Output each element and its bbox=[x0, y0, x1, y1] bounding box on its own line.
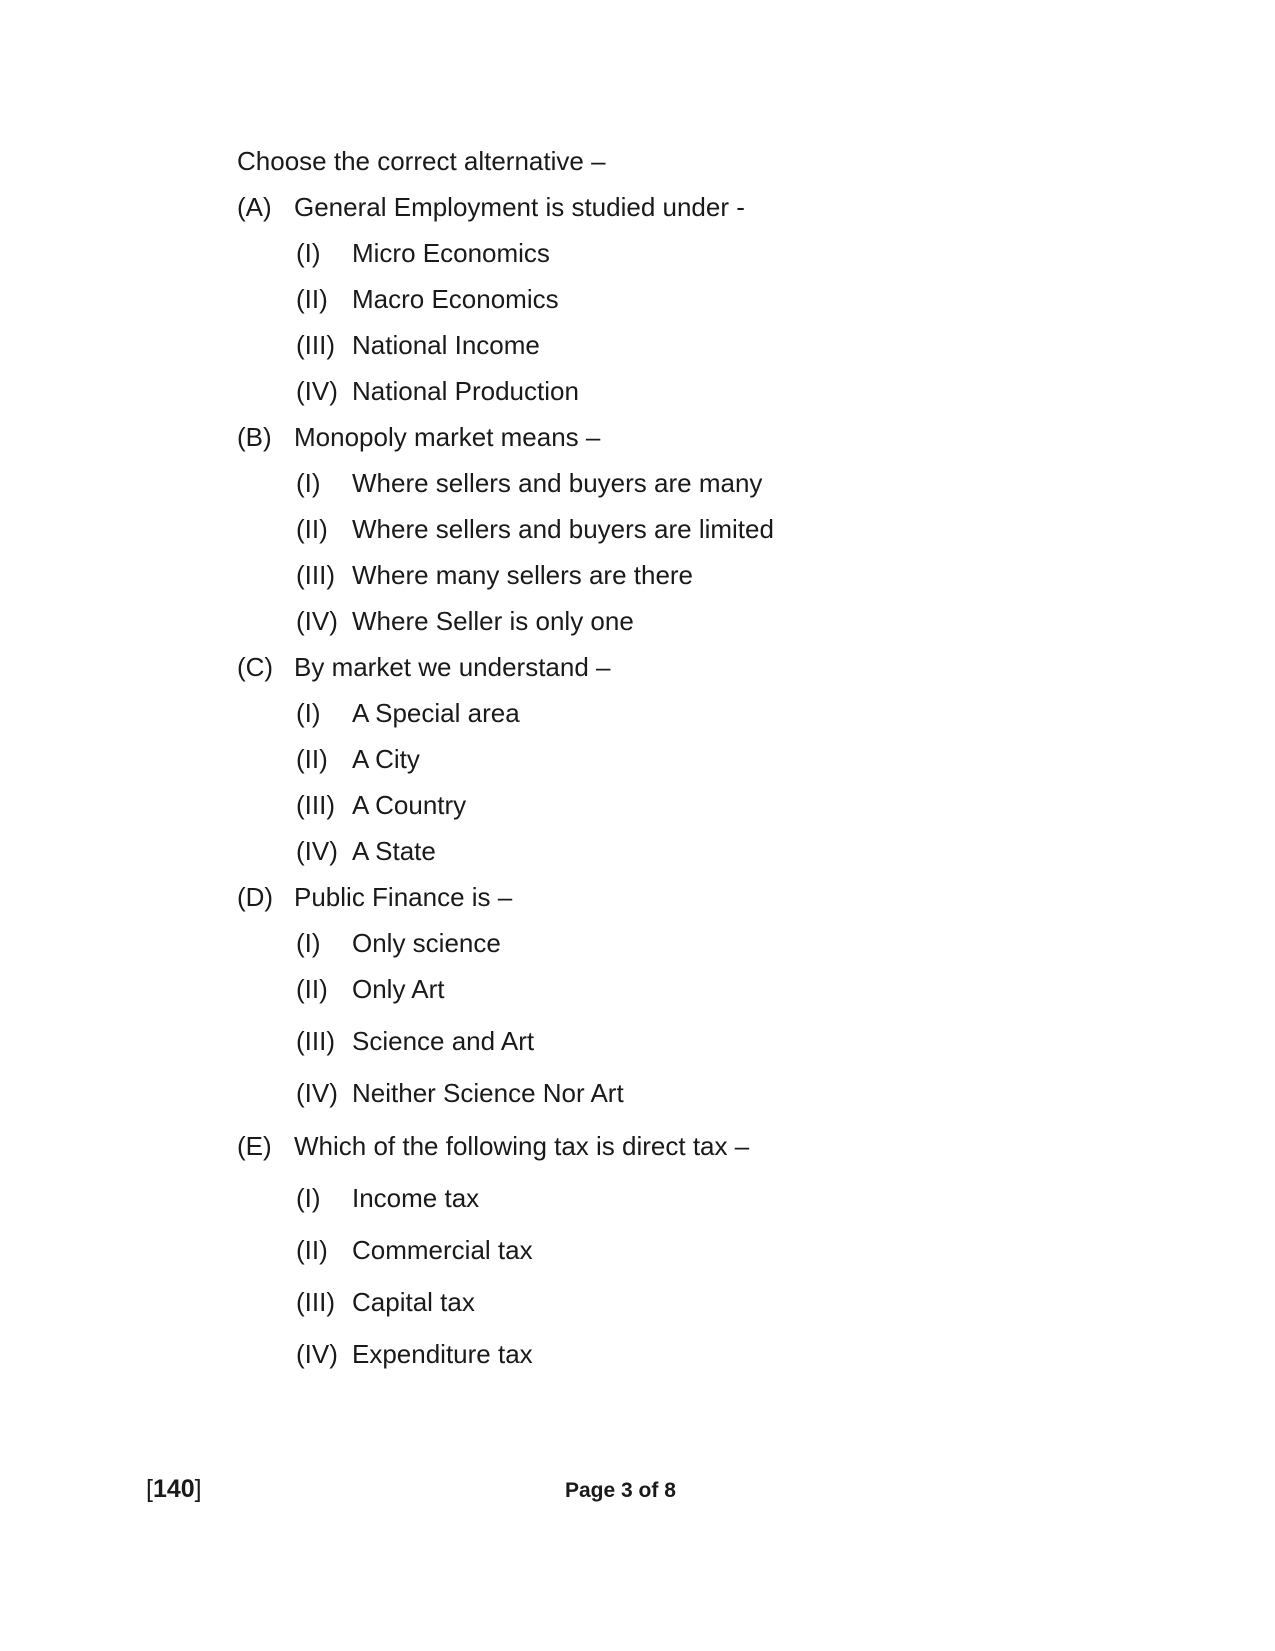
question-text: Which of the following tax is direct tax – bbox=[294, 1131, 750, 1161]
question-label: (B) bbox=[237, 422, 272, 452]
option-text: Where Seller is only one bbox=[352, 606, 634, 636]
option-label: (I) bbox=[296, 1183, 321, 1213]
option-text: Neither Science Nor Art bbox=[352, 1078, 624, 1108]
option-text: Expenditure tax bbox=[352, 1339, 533, 1369]
question-label: (E) bbox=[237, 1131, 272, 1161]
option-text: National Income bbox=[352, 330, 540, 360]
option-label: (II) bbox=[296, 514, 328, 544]
question-text: Monopoly market means – bbox=[294, 422, 601, 452]
option-text: Where many sellers are there bbox=[352, 560, 694, 590]
option-text: Capital tax bbox=[352, 1287, 475, 1317]
question-label: (A) bbox=[237, 192, 272, 222]
option-label: (IV) bbox=[296, 1339, 338, 1369]
option-text: National Production bbox=[352, 376, 579, 406]
option-text: Income tax bbox=[352, 1183, 480, 1213]
question-text: Public Finance is – bbox=[294, 882, 513, 912]
option-label: (IV) bbox=[296, 606, 338, 636]
paper-code: [140] bbox=[146, 1475, 202, 1503]
instruction-text: Choose the correct alternative – bbox=[237, 146, 606, 176]
question-label: (C) bbox=[237, 652, 274, 682]
option-label: (III) bbox=[296, 1026, 335, 1056]
option-text: A Country bbox=[352, 790, 467, 820]
option-text: Where sellers and buyers are many bbox=[352, 468, 763, 498]
option-text: Science and Art bbox=[352, 1026, 535, 1056]
option-label: (III) bbox=[296, 1287, 335, 1317]
option-text: Only science bbox=[352, 928, 501, 958]
instruction bbox=[237, 145, 606, 177]
option-label: (II) bbox=[296, 744, 328, 774]
question-text: By market we understand – bbox=[294, 652, 611, 682]
option-label: (I) bbox=[296, 468, 321, 498]
page-number: Page 3 of 8 bbox=[565, 1479, 676, 1502]
option-label: (III) bbox=[296, 790, 335, 820]
option-text: Commercial tax bbox=[352, 1235, 533, 1265]
option-text: Micro Economics bbox=[352, 238, 550, 268]
option-text: Where sellers and buyers are limited bbox=[352, 514, 774, 544]
option-label: (II) bbox=[296, 974, 328, 1004]
option-label: (II) bbox=[296, 284, 328, 314]
option-text: A City bbox=[352, 744, 420, 774]
option-label: (I) bbox=[296, 238, 321, 268]
option-label: (III) bbox=[296, 330, 335, 360]
option-text: A Special area bbox=[352, 698, 520, 728]
option-label: (III) bbox=[296, 560, 335, 590]
option-label: (IV) bbox=[296, 376, 338, 406]
option-label: (I) bbox=[296, 928, 321, 958]
option-text: Only Art bbox=[352, 974, 445, 1004]
option-label: (IV) bbox=[296, 836, 338, 866]
option-label: (I) bbox=[296, 698, 321, 728]
option-text: A State bbox=[352, 836, 436, 866]
option-label: (IV) bbox=[296, 1078, 338, 1108]
option-label: (II) bbox=[296, 1235, 328, 1265]
option-text: Macro Economics bbox=[352, 284, 559, 314]
question-text: General Employment is studied under - bbox=[294, 192, 745, 222]
question-label: (D) bbox=[237, 882, 274, 912]
paper-code-value: 140 bbox=[152, 1475, 195, 1503]
